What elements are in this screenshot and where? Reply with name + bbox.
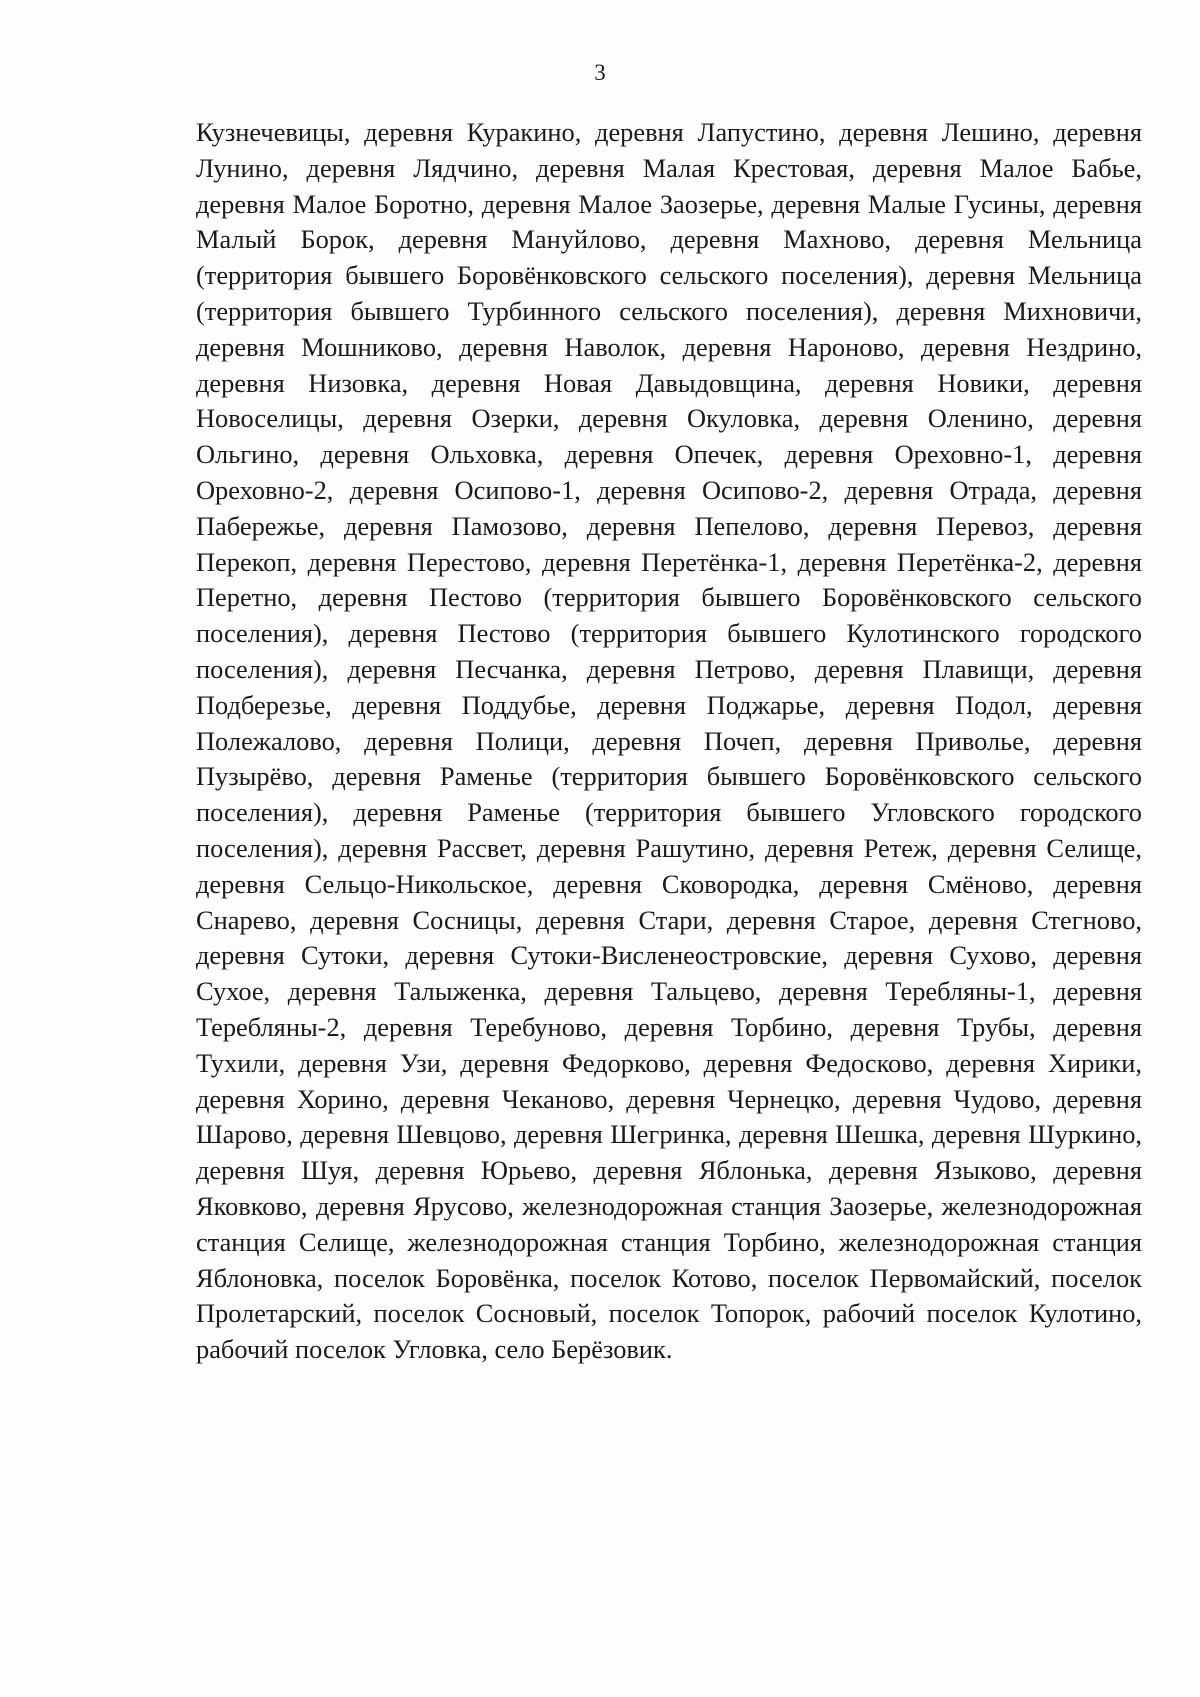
page-number: 3 (594, 60, 606, 85)
body-paragraph: Кузнечевицы, деревня Куракино, деревня Лапустино, деревня Лешино, деревня Лунино, деревня Лядчино, деревня Малая Крестовая, деревня Малое Бабье, деревня Малое Боротно, деревня Малое Заозерье, деревня Малые Гусины, деревня Малый Борок, деревня Мануйлово, деревня Махново, деревня Мельница (территория бывшего Боровёнковского сельского поселения), деревня Мельница (территория бывшего Турбинного сельского поселения), деревня Михновичи, деревня Мошниково, деревня Наволок, деревня Нароново, деревня Нездрино, деревня Низовка, деревня Новая Давыдовщина, деревня Новики, деревня Новоселицы, деревня Озерки, деревня Окуловка, деревня Оленино, деревня Ольгино, деревня Ольховка, деревня Опечек, деревня Ореховно-1, деревня Ореховно-2, деревня Осипово-1, деревня Осипово-2, деревня Отрада, деревня Паберeжье, деревня Памозово, деревня Пепелово, деревня Перевоз, деревня Перекоп, деревня Перестово, деревня Перетёнка-1, деревня Перетёнка-2, деревня Перетно, деревня Пестово (территория бывшего Боровёнковского сельского поселения), деревня Пестово (территория бывшего Кулотинского городского поселения), деревня Песчанка, деревня Петрово, деревня Плавищи, деревня Подберезье, деревня Поддубье, деревня Поджарье, деревня Подол, деревня Полежалово, деревня Полици, деревня Почеп, деревня Приволье, деревня Пузырёво, деревня Раменье (территория бывшего Боровёнковского сельского поселения), деревня Раменье (территория бывшего Угловского городского поселения), деревня Рассвет, деревня Рашутино, деревня Ретеж, деревня Селище, деревня Сельцо-Никольское, деревня Сковородка, деревня Смёново, деревня Снарево, деревня Сосницы, деревня Стари, деревня Старое, деревня Стегново, деревня Сутоки, деревня Сутоки-Висленеостровские, деревня Сухово, деревня Сухое, деревня Талыженка, деревня Тальцево, деревня Теребляны-1, деревня Теребляны-2, деревня Теребуново, деревня Торбино, деревня Трубы, деревня Тухили, деревня Узи, деревня Федорково, деревня Федосково, деревня Хирики, деревня Хорино, деревня Чеканово, деревня Чернецко, деревня Чудово, деревня Шарово, деревня Шевцово, деревня Шегринка, деревня Шешка, деревня Шуркино, деревня Шуя, деревня Юрьево, деревня Яблонька, деревня Языково, деревня Яковково, деревня Ярусово, железнодорожная станция Заозерье, железнодорожная станция Селище, железнодорожная станция Торбино, железнодорожная станция Яблоновка, поселок Боровёнка, поселок Котово, поселок Первомайский, поселок Пролетарский, поселок Сосновый, поселок Топорок, рабочий поселок Кулотино, рабочий поселок Угловка, село Берёзовик. (196, 117, 1142, 1365)
